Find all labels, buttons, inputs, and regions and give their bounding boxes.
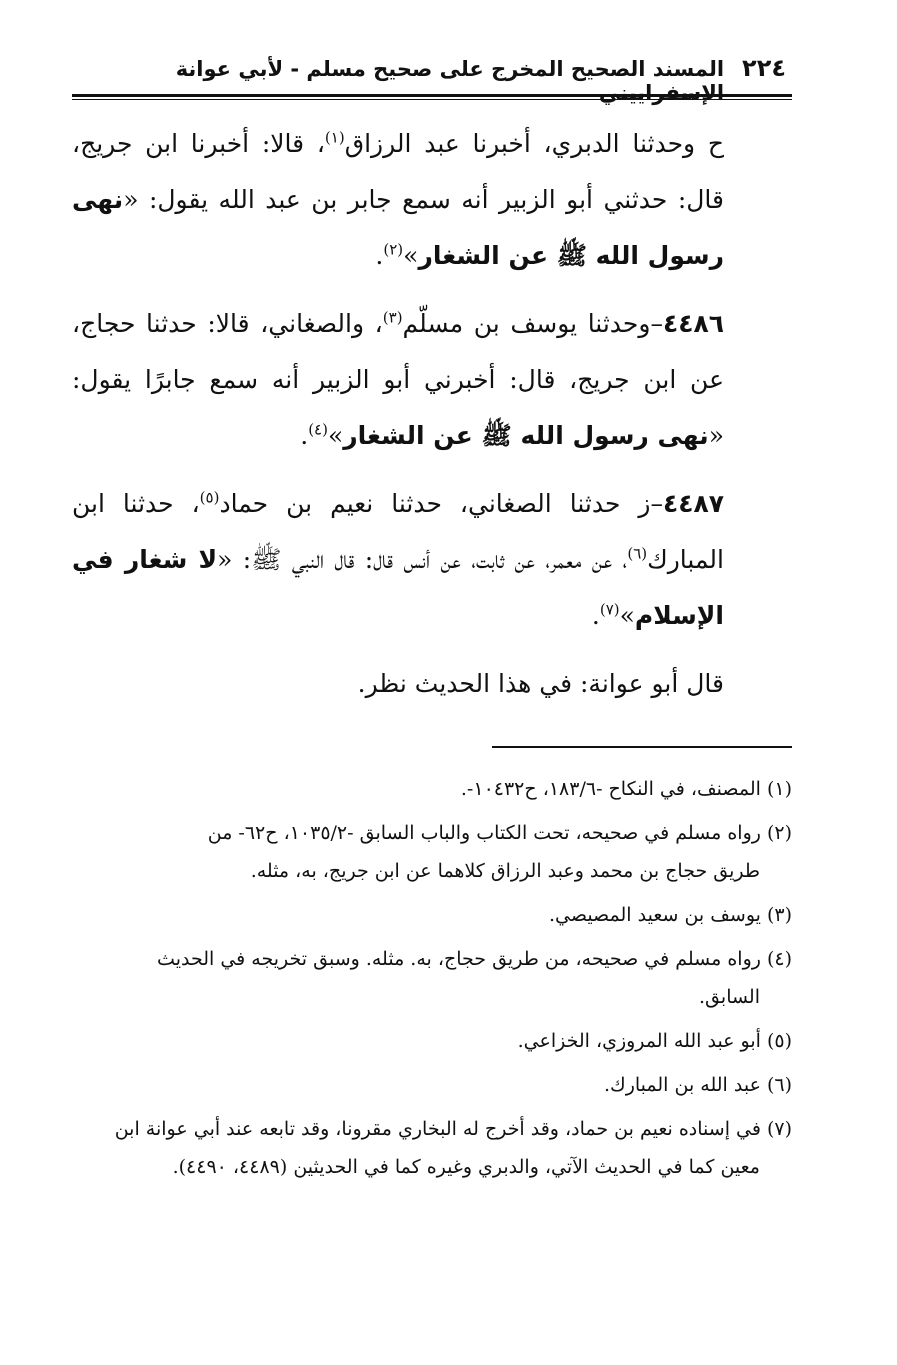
text-run: –وحدثنا يوسف بن مسلّم [402,309,663,338]
footnote-number: (٧) [766,1118,792,1140]
full-stop: . [591,601,600,630]
paragraph-hadith-4487 [72,476,792,644]
footnote-4 [72,940,792,1016]
paragraph-comment: قال أبو عوانة: في هذا الحديث نظر. [357,669,724,698]
footnotes [72,770,792,1186]
footnote-number: (٦) [766,1074,792,1096]
footnote-text: المصنف، في النكاح -١٨٣/٦، ح١٠٤٣٢-. [460,778,761,800]
footnote-separator [492,746,792,748]
footnote-text: عبد الله بن المبارك. [604,1074,761,1096]
footnote-6 [72,1066,792,1104]
footnote-number: (٥) [766,1030,792,1052]
hadith-number: ٤٤٨٧ [662,489,724,518]
footnote-number: (٣) [766,904,792,926]
footnote-3 [72,896,792,934]
footnote-text-continuation: معين كما في الحديث الآتي، والدبري وغيره كما في الحديثين (٤٤٨٩، ٤٤٩٠). [172,1156,760,1178]
footnote-text: أبو عبد الله المروزي، الخزاعي. [517,1030,761,1052]
footnote-2 [72,814,792,890]
text-run: –ز حدثنا الصغاني، حدثنا نعيم بن حماد [219,489,663,518]
text-run: ، قالا: أخبرنا ابن جريج، قال: حدثني أبو الزبير أنه سمع جابر بن عبد الله يقول: « [72,129,724,214]
footnote-number: (١) [766,778,792,800]
hadith-number: ٤٤٨٦ [662,309,725,338]
footnote-text: في إسناده نعيم بن حماد، وقد أخرج له البخاري مقرونا، وقد تابعه عند أبي عوانة ابن [114,1118,761,1140]
footnote-text: رواه مسلم في صحيحه، من طريق حجاج، به. مثله. وسبق تخريجه في الحديث [157,948,761,970]
text-run: ، عن معمر، عن ثابت، عن أنس قال: قال النبي ﷺ: « [217,545,628,574]
full-stop: . [300,421,309,450]
text-run: ، والصغاني، قالا: حدثنا حجاج، عن ابن جريج، قال: أخبرني أبو الزبير أنه سمع جابرًا يقول: « [72,309,724,450]
footnote-ref-4[interactable]: (٤) [308,420,328,439]
footnote-text: يوسف بن سعيد المصيصي. [548,904,761,926]
hadith-matn: نهى رسول الله ﷺ عن الشغار [343,421,709,450]
footnote-7 [72,1110,792,1186]
paragraph-hadith-4486 [72,296,792,464]
running-title: المسند الصحيح المخرج على صحيح مسلم - لأبي عوانة الإسفراييني [175,57,725,105]
footnote-text-continuation: السابق. [699,986,760,1008]
closing-quote: » [403,241,419,270]
footnote-ref-5[interactable]: (٥) [199,488,220,507]
hadith-matn: نهى رسول الله ﷺ عن الشغار [72,185,724,270]
main-text [72,116,792,712]
footnote-ref-2[interactable]: (٢) [383,240,404,259]
page-number: ٢٢٤ [742,54,786,82]
text-run: ح وحدثنا الدبري، أخبرنا عبد الرزاق [344,129,724,158]
footnote-text: رواه مسلم في صحيحه، تحت الكتاب والباب السابق -١٠٣٥/٢، ح٦٢- من [207,822,761,844]
paragraph-hadith-continuation [72,116,792,284]
footnote-number: (٢) [766,822,792,844]
closing-quote: » [619,601,635,630]
footnote-ref-6[interactable]: (٦) [627,544,648,563]
hadith-matn: لا شغار في الإسلام [72,545,724,630]
running-header [72,54,792,105]
footnote-text-continuation: طريق حجاج بن محمد وعبد الرزاق كلاهما عن ابن جريج، به، مثله. [250,860,760,882]
text-run: ، حدثنا ابن المبارك [72,489,724,574]
footnote-ref-3[interactable]: (٣) [382,308,403,327]
footnote-5 [72,1022,792,1060]
footnote-1 [72,770,792,808]
footnote-ref-7[interactable]: (٧) [599,600,620,619]
footnote-ref-1[interactable]: (١) [324,128,345,147]
book-page [72,54,792,1192]
closing-quote: » [327,421,344,450]
footnote-number: (٤) [766,948,792,970]
full-stop: . [375,241,384,270]
